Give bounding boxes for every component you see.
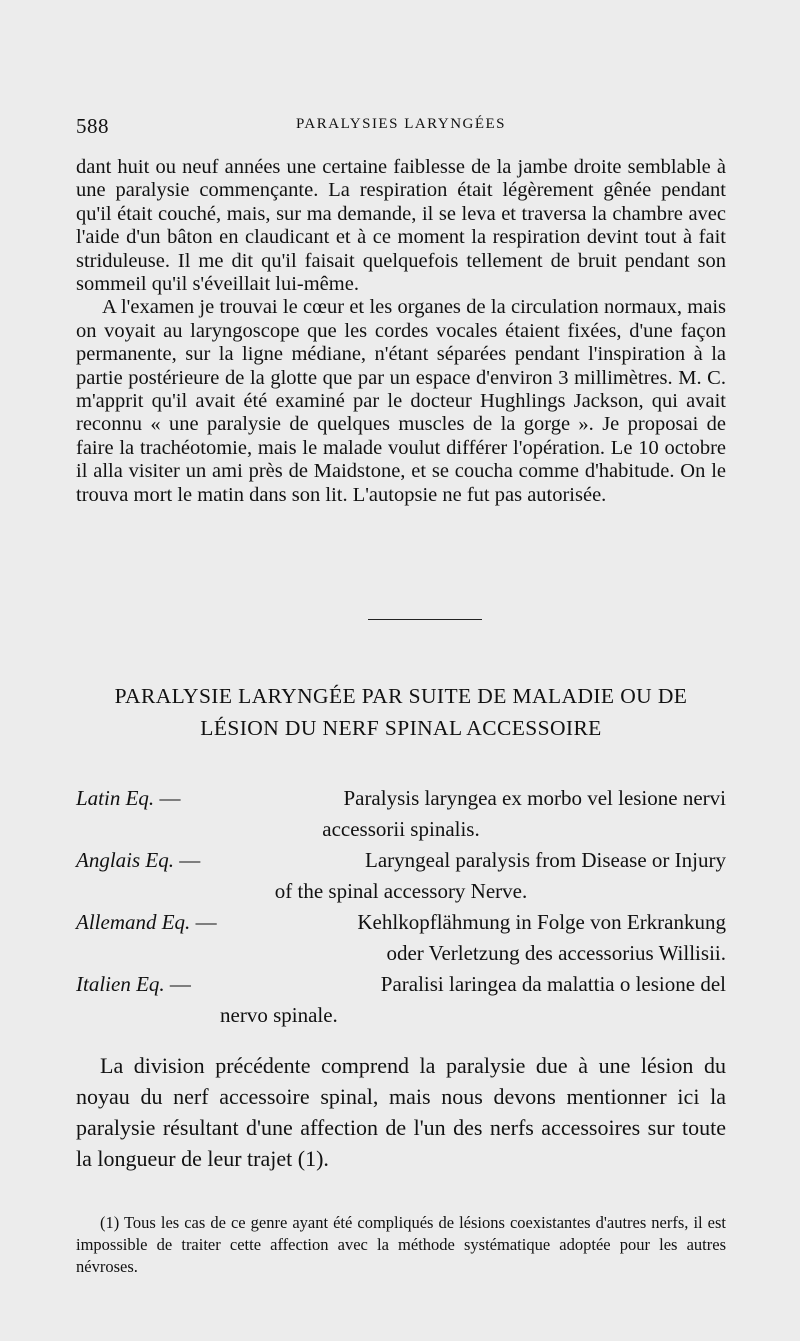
page-number: 588 bbox=[76, 114, 109, 138]
section-title-line-1: PARALYSIE LARYNGÉE PAR SUITE DE MALADIE OU DE bbox=[114, 684, 688, 708]
equivalents-list bbox=[76, 783, 726, 1031]
equivalent-language: Italien Eq. bbox=[76, 972, 165, 996]
equivalent-text-continued: accessorii spinalis. bbox=[322, 817, 480, 841]
body-text bbox=[76, 156, 726, 507]
equivalent-german bbox=[76, 907, 726, 969]
closing-paragraph: La division précédente comprend la paralysie due à une lésion du noyau du nerf accessoire spinal, mais nous devons mentionner ici la paralysie résultant d'une affection de l'un des nerfs accessoires sur toute la longueur de leur trajet (1). bbox=[76, 1053, 726, 1171]
equivalent-text-continued: nervo spinale. bbox=[220, 1003, 338, 1027]
section-title-line-2: LÉSION DU NERF SPINAL ACCESSOIRE bbox=[200, 716, 602, 740]
equivalent-text: Paralisi laringea da malattia o lesione del bbox=[380, 972, 726, 996]
equivalent-text-continued: of the spinal accessory Nerve. bbox=[274, 879, 528, 903]
equivalent-text: Paralysis laryngea ex morbo vel lesione nervi bbox=[343, 786, 726, 810]
equivalent-language: Anglais Eq. bbox=[76, 848, 174, 872]
equivalent-dash: — bbox=[159, 786, 181, 810]
paragraph-examination: A l'examen je trouvai le cœur et les organes de la circulation normaux, mais on voyait au laryngoscope que les cordes vocales étaient fixées, d'une façon permanente, sur la ligne médiane, n'étant séparées pendant l'inspiration à la partie postérieure de la glotte que par un espace d'environ 3 millimètres. M. C. m'apprit qu'il avait été examiné par le docteur Hughlings Jackson, qui avait reconnu « une paralysie de quelques muscles de la gorge ». Je proposai de faire la trachéotomie, mais le malade voulut différer l'opération. Le 10 octobre il alla visiter un ami près de Maidstone, et se coucha comme d'habitude. On le trouva mort le matin dans son lit. L'autopsie ne fut pas autorisée. bbox=[76, 296, 726, 506]
equivalent-dash: — bbox=[195, 910, 217, 934]
equivalent-text-continued: oder Verletzung des accessorius Willisii. bbox=[386, 941, 726, 965]
equivalent-english bbox=[76, 845, 726, 907]
equivalent-language: Latin Eq. bbox=[76, 786, 155, 810]
equivalent-dash: — bbox=[179, 848, 201, 872]
equivalent-latin bbox=[76, 783, 726, 845]
section-title bbox=[76, 680, 726, 744]
page-header bbox=[76, 114, 726, 144]
equivalent-italian bbox=[76, 969, 726, 1031]
equivalent-text: Kehlkopflähmung in Folge von Erkrankung bbox=[357, 910, 726, 934]
closing-text bbox=[76, 1050, 726, 1174]
equivalent-language: Allemand Eq. bbox=[76, 910, 191, 934]
equivalent-text: Laryngeal paralysis from Disease or Injury bbox=[365, 848, 726, 872]
equivalent-dash: — bbox=[169, 972, 191, 996]
running-head: PARALYSIES LARYNGÉES bbox=[295, 116, 507, 132]
section-divider bbox=[368, 619, 482, 620]
footnote-text: (1) Tous les cas de ce genre ayant été compliqués de lésions coexistantes d'autres nerfs, il est impossible de traiter cette affection avec la méthode systématique adoptée pour les autres névroses. bbox=[76, 1213, 726, 1276]
footnote bbox=[76, 1212, 726, 1278]
paragraph-continued: dant huit ou neuf années une certaine faiblesse de la jambe droite semblable à une paralysie commençante. La respiration était légèrement gênée pendant qu'il était couché, mais, sur ma demande, il se leva et traversa la chambre avec l'aide d'un bâton en claudicant et à ce moment la respiration devint tout à fait striduleuse. Il me dit qu'il faisait quelquefois tellement de bruit pendant son sommeil qu'il s'éveillait lui-même. bbox=[76, 156, 726, 296]
